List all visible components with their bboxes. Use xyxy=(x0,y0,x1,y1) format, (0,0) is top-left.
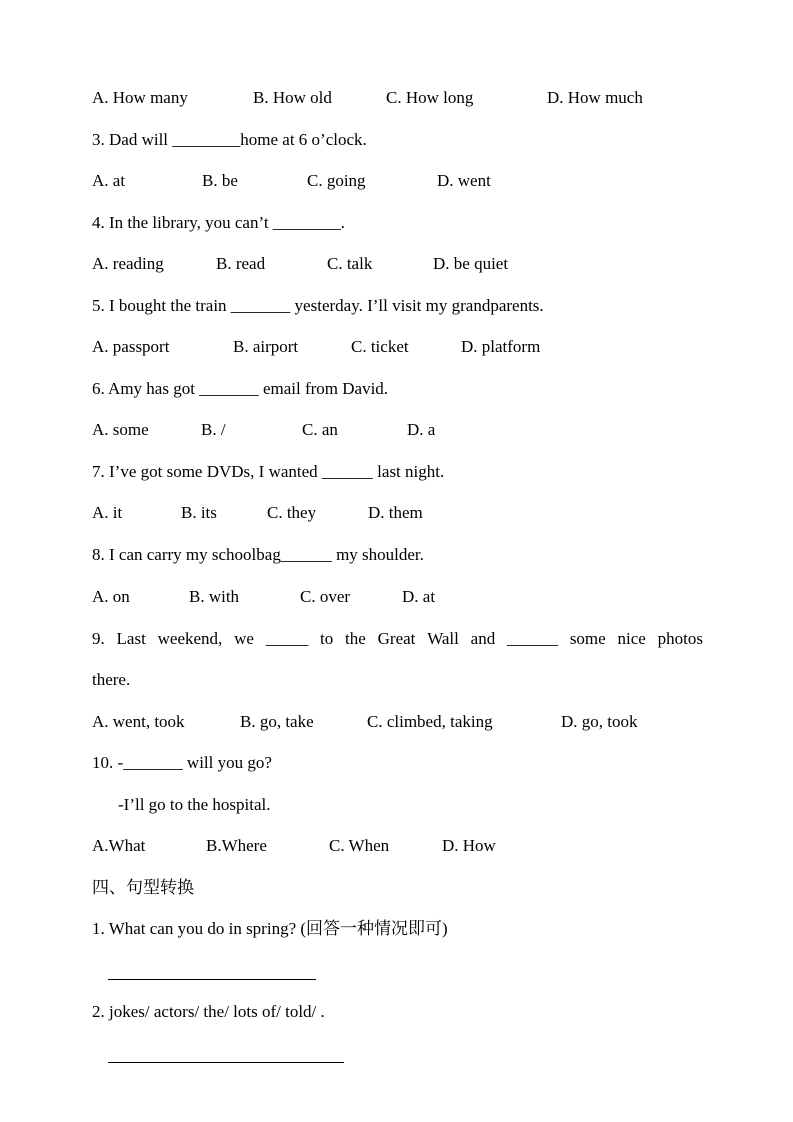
q9-blank-2: ______ xyxy=(507,629,559,648)
q10-option-a: A.What xyxy=(92,836,146,855)
q3-option-b: B. be xyxy=(202,171,238,190)
q2-option-b: B. How old xyxy=(253,88,332,107)
q9-word: some xyxy=(569,629,606,648)
section4-item-1: 1. What can you do in spring? (回答一种情况即可) xyxy=(92,919,448,938)
q2-option-a: A. How many xyxy=(92,88,188,107)
q10-option-b: B.Where xyxy=(206,836,267,855)
q9-word: nice xyxy=(617,629,646,648)
q3-option-d: D. went xyxy=(437,171,491,190)
q3-option-c: C. going xyxy=(307,171,366,190)
q5-option-c: C. ticket xyxy=(351,337,409,356)
answer-line-1[interactable] xyxy=(108,979,316,980)
q4-option-c: C. talk xyxy=(327,254,373,273)
q8-option-a: A. on xyxy=(92,587,130,606)
q9-word: Great xyxy=(377,629,416,648)
q10-option-d: D. How xyxy=(442,836,496,855)
q9-option-a: A. went, took xyxy=(92,712,185,731)
section4-item-2: 2. jokes/ actors/ the/ lots of/ told/ . xyxy=(92,1002,325,1021)
q6-option-c: C. an xyxy=(302,420,338,439)
q4-option-a: A. reading xyxy=(92,254,164,273)
q3-stem: 3. Dad will ________home at 6 o’clock. xyxy=(92,130,367,149)
q7-option-b: B. its xyxy=(181,503,217,522)
q9-option-d: D. go, took xyxy=(561,712,638,731)
q5-option-b: B. airport xyxy=(233,337,299,356)
q9-word: to xyxy=(320,629,334,648)
q9-stem-cont: there. xyxy=(92,670,131,689)
q9-blank-1: _____ xyxy=(265,629,309,648)
q7-option-d: D. them xyxy=(368,503,423,522)
q6-stem: 6. Amy has got _______ email from David. xyxy=(92,379,389,398)
q9-stem xyxy=(92,628,703,650)
q4-option-b: B. read xyxy=(216,254,266,273)
section-heading: 四、句型转换 xyxy=(92,878,194,897)
q9-word: the xyxy=(345,629,366,648)
q7-option-a: A. it xyxy=(92,503,123,522)
q9-option-b: B. go, take xyxy=(240,712,314,731)
q6-option-a: A. some xyxy=(92,420,149,439)
q9-word: photos xyxy=(657,629,703,648)
q9-word: Last xyxy=(116,629,146,648)
q9-word: 9. xyxy=(92,629,105,648)
q7-stem: 7. I’ve got some DVDs, I wanted ______ last night. xyxy=(92,462,445,481)
q7-option-c: C. they xyxy=(267,503,317,522)
q2-option-d: D. How much xyxy=(547,88,643,107)
q5-stem: 5. I bought the train _______ yesterday. I’ll visit my grandparents. xyxy=(92,296,544,315)
q10-stem: 10. -_______ will you go? xyxy=(92,753,272,772)
q5-option-d: D. platform xyxy=(461,337,541,356)
q8-option-c: C. over xyxy=(300,587,351,606)
q4-stem: 4. In the library, you can’t ________. xyxy=(92,213,346,232)
q8-stem: 8. I can carry my schoolbag______ my shoulder. xyxy=(92,545,424,564)
q9-word: and xyxy=(470,629,496,648)
q8-option-b: B. with xyxy=(189,587,240,606)
q9-word: weekend, xyxy=(157,629,223,648)
q5-option-a: A. passport xyxy=(92,337,170,356)
q4-option-d: D. be quiet xyxy=(433,254,509,273)
q6-option-b: B. / xyxy=(201,420,226,439)
q3-option-a: A. at xyxy=(92,171,126,190)
q10-reply: -I’ll go to the hospital. xyxy=(118,795,271,814)
q8-option-d: D. at xyxy=(402,587,436,606)
q9-word: Wall xyxy=(427,629,459,648)
q9-word: we xyxy=(234,629,254,648)
answer-line-2[interactable] xyxy=(108,1062,344,1063)
q10-option-c: C. When xyxy=(329,836,390,855)
q6-option-d: D. a xyxy=(407,420,436,439)
q9-option-c: C. climbed, taking xyxy=(367,712,493,731)
q2-option-c: C. How long xyxy=(386,88,474,107)
